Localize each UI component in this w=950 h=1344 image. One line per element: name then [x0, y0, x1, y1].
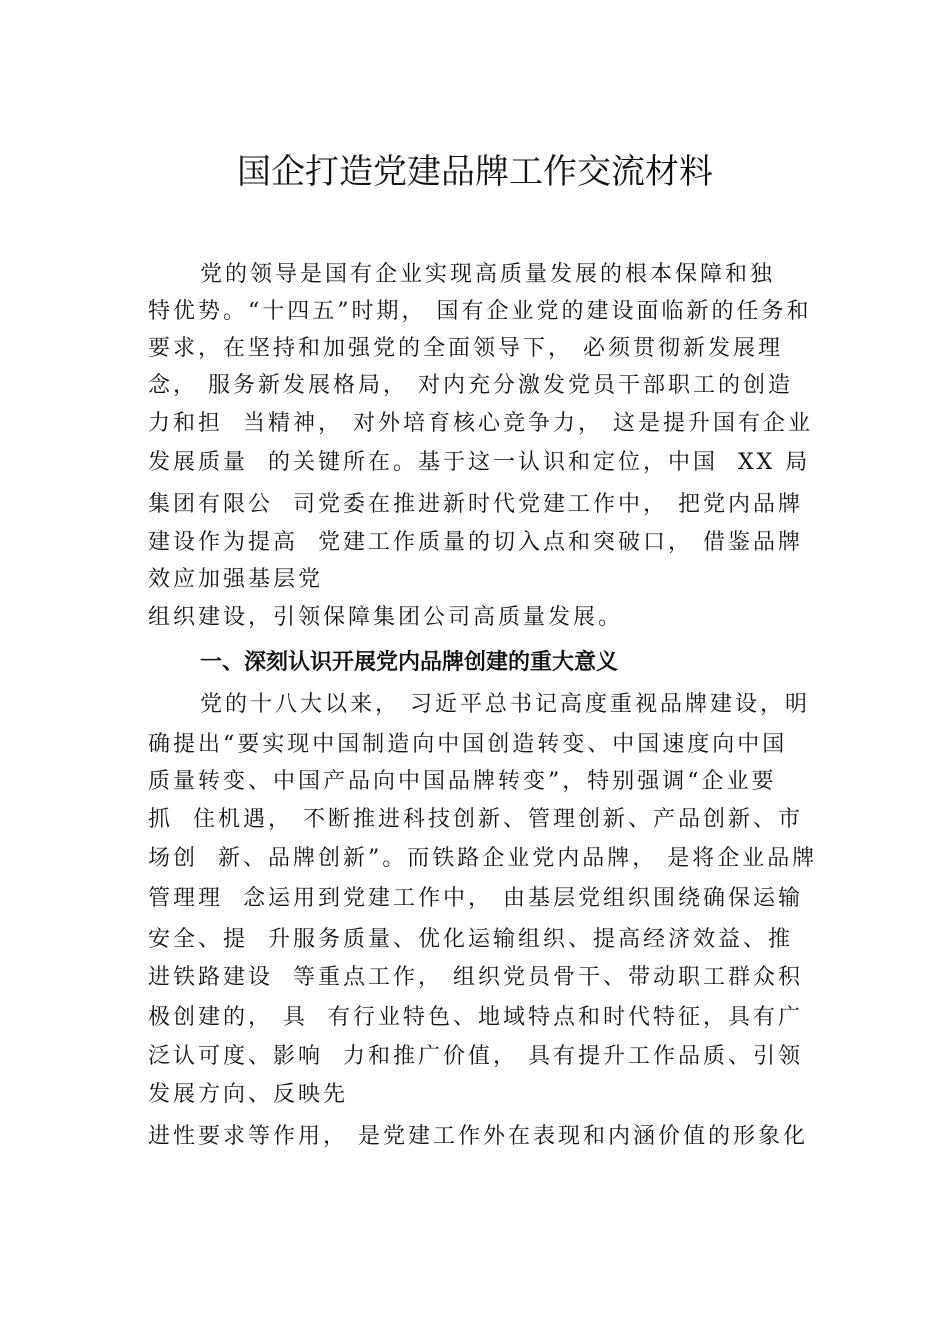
- section-line: 泛认可度、影响 力和推广价值， 具有提升工作品质、引领: [148, 1044, 803, 1069]
- section-line: 发展方向、反映先: [148, 1082, 349, 1107]
- section-line: 抓 住机遇， 不断推进科技创新、管理创新、产品创新、市: [148, 807, 803, 832]
- intro-line: 建设作为提高 党建工作质量的切入点和突破口， 借鉴品牌: [148, 530, 803, 555]
- section-line: 安全、提 升服务质量、优化运输组织、提高经济效益、推: [148, 927, 793, 952]
- page-title: 国企打造党建品牌工作交流材料: [237, 152, 713, 192]
- intro-line: 念， 服务新发展格局， 对内充分激发党员干部职工的创造: [148, 373, 793, 398]
- section-heading: 一、深刻认识开展党内品牌创建的重大意义: [200, 650, 619, 675]
- section-line: 进性要求等作用， 是党建工作外在表现和内涵价值的形象化: [148, 1124, 808, 1149]
- section-line: 管理理 念运用到党建工作中， 由基层党组织围绕确保运输: [148, 886, 803, 911]
- section-line: 进铁路建设 等重点工作， 组织党员骨干、带动职工群众积: [148, 965, 803, 990]
- intro-line: 发展质量 的关键所在。基于这一认识和定位，中国 XX 局: [148, 450, 811, 475]
- intro-line: 党的领导是国有企业实现高质量发展的根本保障和独: [200, 262, 776, 287]
- intro-line: 特优势。“十四五”时期， 国有企业党的建设面临新的任务和: [148, 299, 812, 324]
- intro-line: 效应加强基层党: [148, 567, 324, 592]
- intro-line: 力和担 当精神， 对外培育核心竞争力， 这是提升国有企业: [148, 411, 813, 436]
- intro-line: 要求，在坚持和加强党的全面领导下， 必须贯彻新发展理: [148, 336, 783, 361]
- intro-line: 集团有限公 司党委在推进新时代党建工作中， 把党内品牌: [148, 492, 803, 517]
- section-line: 极创建的， 具 有行业特色、地域特点和时代特征，具有广: [148, 1005, 803, 1030]
- section-line: 场创 新、品牌创新”。而铁路企业党内品牌， 是将企业品牌: [148, 846, 818, 871]
- intro-line: 组织建设，引领保障集团公司高质量发展。: [148, 605, 624, 630]
- section-line: 党的十八大以来， 习近平总书记高度重视品牌建设，明: [200, 692, 810, 717]
- section-line: 确提出“要实现中国制造向中国创造转变、中国速度向中国: [148, 732, 788, 757]
- section-line: 质量转变、中国产品向中国品牌转变”，特别强调“企业要: [148, 769, 777, 794]
